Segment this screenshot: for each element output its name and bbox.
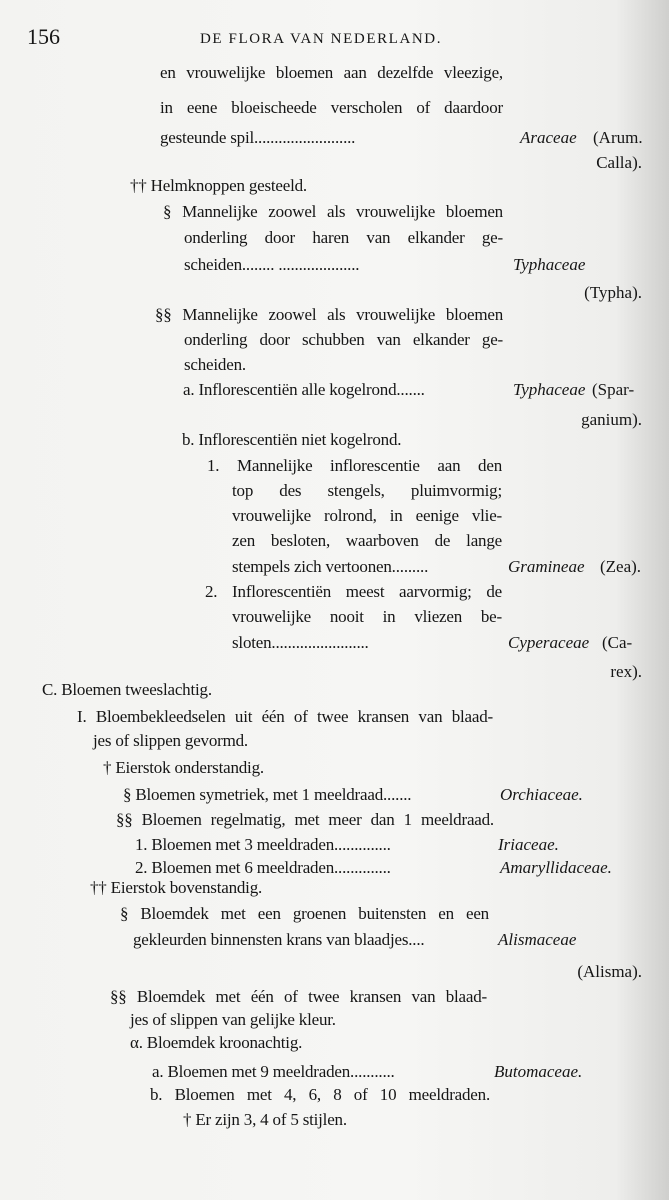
family-name: Amaryllidaceae. — [500, 858, 612, 877]
family-name: Orchiaceae. — [500, 785, 583, 804]
text-line: § Bloemen symetriek, met 1 meeldraad....... — [123, 785, 412, 804]
family-name: Gramineae — [508, 557, 585, 576]
family-name: Typhaceae — [513, 380, 586, 399]
text-line: I. Bloembekleedselen uit één of twee kransen van blaad- — [77, 707, 493, 726]
text-line: § Mannelijke zoowel als vrouwelijke bloemen — [163, 202, 503, 221]
text-line: jes of slippen gevormd. — [93, 731, 248, 750]
text-line: § Bloemdek met een groenen buitensten en een — [120, 904, 489, 923]
family-name: Butomaceae. — [494, 1062, 583, 1081]
genus-note: (Ca- — [602, 633, 633, 652]
text-line: jes of slippen van gelijke kleur. — [130, 1010, 336, 1029]
text-line: † Er zijn 3, 4 of 5 stijlen. — [183, 1110, 347, 1129]
text-line: §§ Bloemen regelmatig, met meer dan 1 meeldraad. — [116, 810, 494, 829]
text-line: †† Eierstok bovenstandig. — [90, 878, 263, 897]
running-title: DE FLORA VAN NEDERLAND. — [200, 31, 443, 47]
text-line: α. Bloemdek kroonachtig. — [130, 1033, 303, 1052]
genus-note: rex). — [610, 662, 642, 681]
text-line: en vrouwelijke bloemen aan dezelfde vleezige, — [160, 63, 503, 82]
family-name: Cyperaceae — [508, 633, 590, 652]
genus-note: (Zea). — [600, 557, 642, 576]
family-name: Iriaceae. — [498, 835, 559, 854]
text-line: C. Bloemen tweeslachtig. — [42, 680, 212, 699]
text-line: 1. Mannelijke inflorescentie aan den — [207, 456, 502, 475]
text-line: gesteunde spil......................... — [160, 128, 356, 147]
text-line: §§ Mannelijke zoowel als vrouwelijke bloemen — [155, 305, 503, 324]
text-line: a. Inflorescentiën alle kogelrond....... — [183, 380, 425, 399]
genus-note: (Arum. — [593, 128, 643, 147]
genus-note: (Spar- — [592, 380, 635, 399]
text-line: b. Inflorescentiën niet kogelrond. — [182, 430, 402, 449]
text-line: † Eierstok onderstandig. — [103, 758, 264, 777]
family-name: Typhaceae — [513, 255, 586, 274]
family-name: Araceae — [520, 128, 577, 147]
text-line: a. Bloemen met 9 meeldraden........... — [152, 1062, 395, 1081]
text-line: 1. Bloemen met 3 meeldraden.............. — [135, 835, 391, 854]
text-line: b. Bloemen met 4, 6, 8 of 10 meeldraden. — [150, 1085, 490, 1104]
text-line: onderling door haren van elkander ge- — [184, 228, 503, 247]
text-line: in eene bloeischeede verscholen of daardoor — [160, 98, 503, 117]
text-line: onderling door schubben van elkander ge- — [184, 330, 503, 349]
text-line: 2. Bloemen met 6 meeldraden.............. — [135, 858, 391, 877]
text-line: †† Helmknoppen gesteeld. — [130, 176, 307, 195]
genus-note: ganium). — [581, 410, 642, 429]
text-line: sloten........................ — [232, 633, 369, 652]
text-line: top des stengels, pluimvormig; — [232, 481, 502, 500]
text-line: 2. Inflorescentiën meest aarvormig; de — [205, 582, 502, 601]
text-line: vrouwelijke rolrond, in eenige vlie- — [232, 506, 502, 525]
text-line: zen besloten, waarboven de lange — [232, 531, 502, 550]
family-name: Alismaceae — [498, 930, 577, 949]
text-line: §§ Bloemdek met één of twee kransen van blaad- — [110, 987, 487, 1006]
text-line: vrouwelijke nooit in vliezen be- — [232, 607, 502, 626]
text-line: scheiden. — [184, 355, 246, 374]
genus-note: (Alisma). — [577, 962, 642, 981]
page-number: 156 — [27, 24, 60, 49]
genus-note: (Typha). — [584, 283, 642, 302]
genus-note: Calla). — [596, 153, 642, 172]
text-line: scheiden........ .................... — [184, 255, 360, 274]
text-line: stempels zich vertoonen......... — [232, 557, 429, 576]
text-line: gekleurden binnensten krans van blaadjes.... — [133, 930, 425, 949]
